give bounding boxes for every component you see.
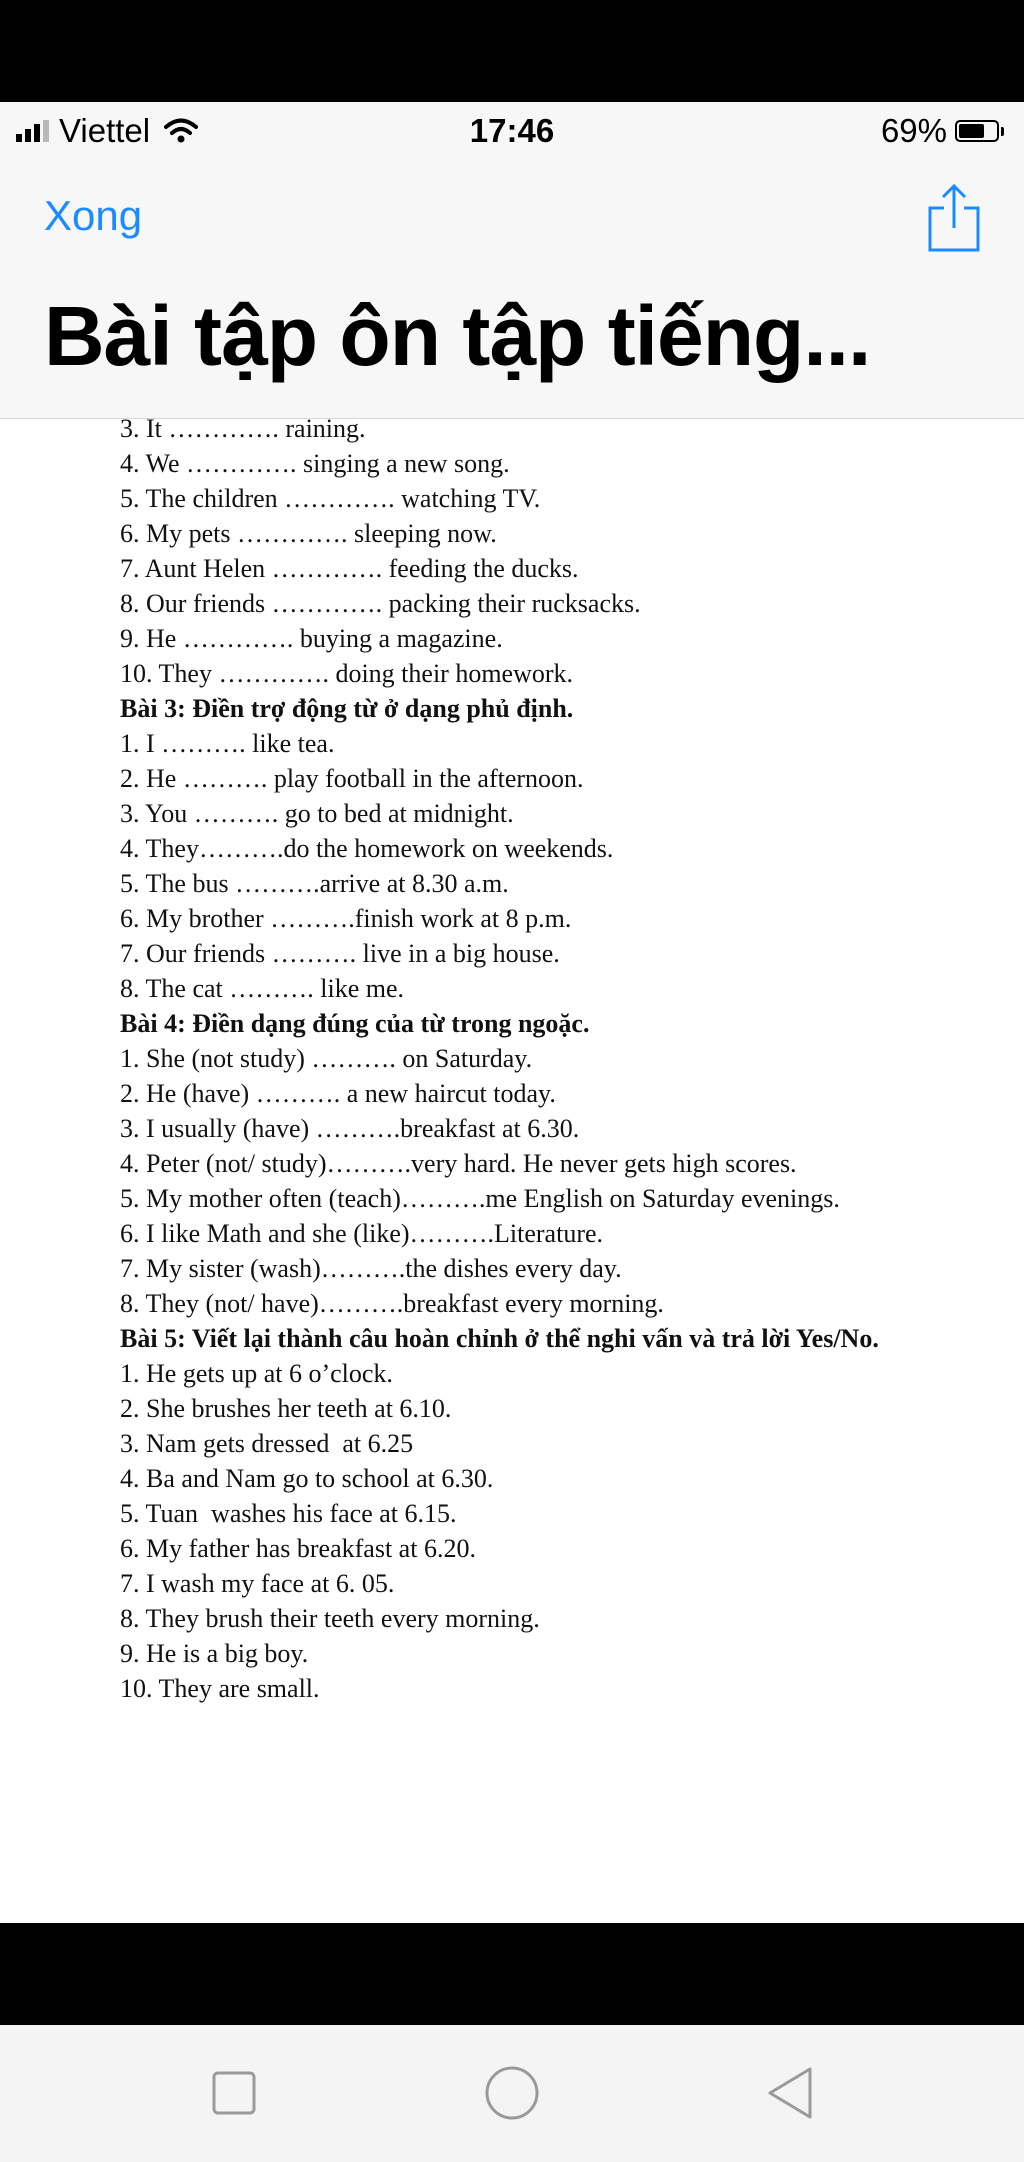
exercise-line: 4. Peter (not/ study)……….very hard. He never gets high scores. (120, 1149, 797, 1178)
share-button[interactable] (922, 182, 986, 254)
exercise-3-title: Bài 3: Điền trợ động từ ở dạng phủ định. (120, 694, 574, 723)
exercise-line: 9. He …………. buying a magazine. (120, 624, 503, 653)
exercise-line: 8. They (not/ have)……….breakfast every morning. (120, 1289, 664, 1318)
exercise-line: 9. He is a big boy. (120, 1639, 309, 1668)
exercise-line: 8. The cat ………. like me. (120, 974, 405, 1003)
exercise-line: 7. Aunt Helen …………. feeding the ducks. (120, 554, 579, 583)
exercise-line: 1. He gets up at 6 o’clock. (120, 1359, 393, 1388)
battery-tip (1001, 127, 1004, 136)
status-right (881, 112, 1004, 150)
battery-icon (955, 120, 999, 142)
document-viewer[interactable] (0, 419, 1024, 1923)
exercise-line: 4. Ba and Nam go to school at 6.30. (120, 1464, 494, 1493)
exercise-line: 3. I usually (have) ……….breakfast at 6.30. (120, 1114, 580, 1143)
exercise-line: 1. She (not study) ………. on Saturday. (120, 1044, 533, 1073)
bottom-black-bar (0, 1923, 1024, 2025)
page-title: Bài tập ôn tập tiếng... (44, 289, 871, 383)
exercise-line: 5. The bus ……….arrive at 8.30 a.m. (120, 869, 509, 898)
navigation-bar (0, 2025, 1024, 2162)
exercise-line: 6. I like Math and she (like)……….Literature. (120, 1219, 604, 1248)
exercise-line: 7. My sister (wash)……….the dishes every day. (120, 1254, 622, 1283)
battery-percent: 69% (880, 112, 947, 149)
home-button[interactable] (482, 2063, 542, 2123)
document-text (120, 419, 904, 1706)
exercise-line: 5. Tuan washes his face at 6.15. (120, 1499, 457, 1528)
recent-apps-button[interactable] (204, 2063, 264, 2123)
exercise-line: 7. Our friends ………. live in a big house. (120, 939, 560, 968)
exercise-line: 4. We …………. singing a new song. (120, 449, 510, 478)
exercise-line: 6. My father has breakfast at 6.20. (120, 1534, 476, 1563)
exercise-line: 2. He ………. play football in the afternoon. (120, 764, 584, 793)
exercise-line: 5. The children …………. watching TV. (120, 484, 541, 513)
carrier-name: Viettel (59, 112, 151, 149)
done-button[interactable]: Xong (44, 192, 143, 239)
exercise-line: 8. Our friends …………. packing their rucksacks. (120, 589, 641, 618)
back-icon (760, 2063, 820, 2123)
exercise-line: 5. My mother often (teach)……….me English on Saturday evenings. (120, 1184, 840, 1213)
exercise-5-title: Bài 5: Viết lại thành câu hoàn chỉnh ở thể nghi vấn và trả lời Yes/No. (120, 1324, 879, 1353)
status-time: 17:46 (469, 112, 555, 149)
exercise-4-title: Bài 4: Điền dạng đúng của từ trong ngoặc. (120, 1009, 590, 1038)
home-icon (482, 2063, 542, 2123)
exercise-line: 3. Nam gets dressed at 6.25 (120, 1429, 414, 1458)
exercise-line: 2. She brushes her teeth at 6.10. (120, 1394, 452, 1423)
exercise-line: 4. They……….do the homework on weekends. (120, 834, 614, 863)
exercise-line: 10. They …………. doing their homework. (120, 659, 574, 688)
exercise-line: 3. You ………. go to bed at midnight. (120, 799, 514, 828)
document-header (0, 160, 1024, 419)
status-bar (0, 102, 1024, 160)
exercise-line: 10. They are small. (120, 1674, 320, 1703)
recent-apps-icon (204, 2063, 264, 2123)
exercise-line: 7. I wash my face at 6. 05. (120, 1569, 395, 1598)
exercise-line: 3. It …………. raining. (120, 419, 366, 443)
exercise-line: 6. My pets …………. sleeping now. (120, 519, 497, 548)
exercise-line: 2. He (have) ………. a new haircut today. (120, 1079, 556, 1108)
top-black-bar (0, 0, 1024, 102)
share-icon (922, 182, 986, 254)
exercise-line: 6. My brother ……….finish work at 8 p.m. (120, 904, 572, 933)
exercise-line: 8. They brush their teeth every morning. (120, 1604, 540, 1633)
back-button[interactable] (760, 2063, 820, 2123)
exercise-line: 1. I ………. like tea. (120, 729, 335, 758)
